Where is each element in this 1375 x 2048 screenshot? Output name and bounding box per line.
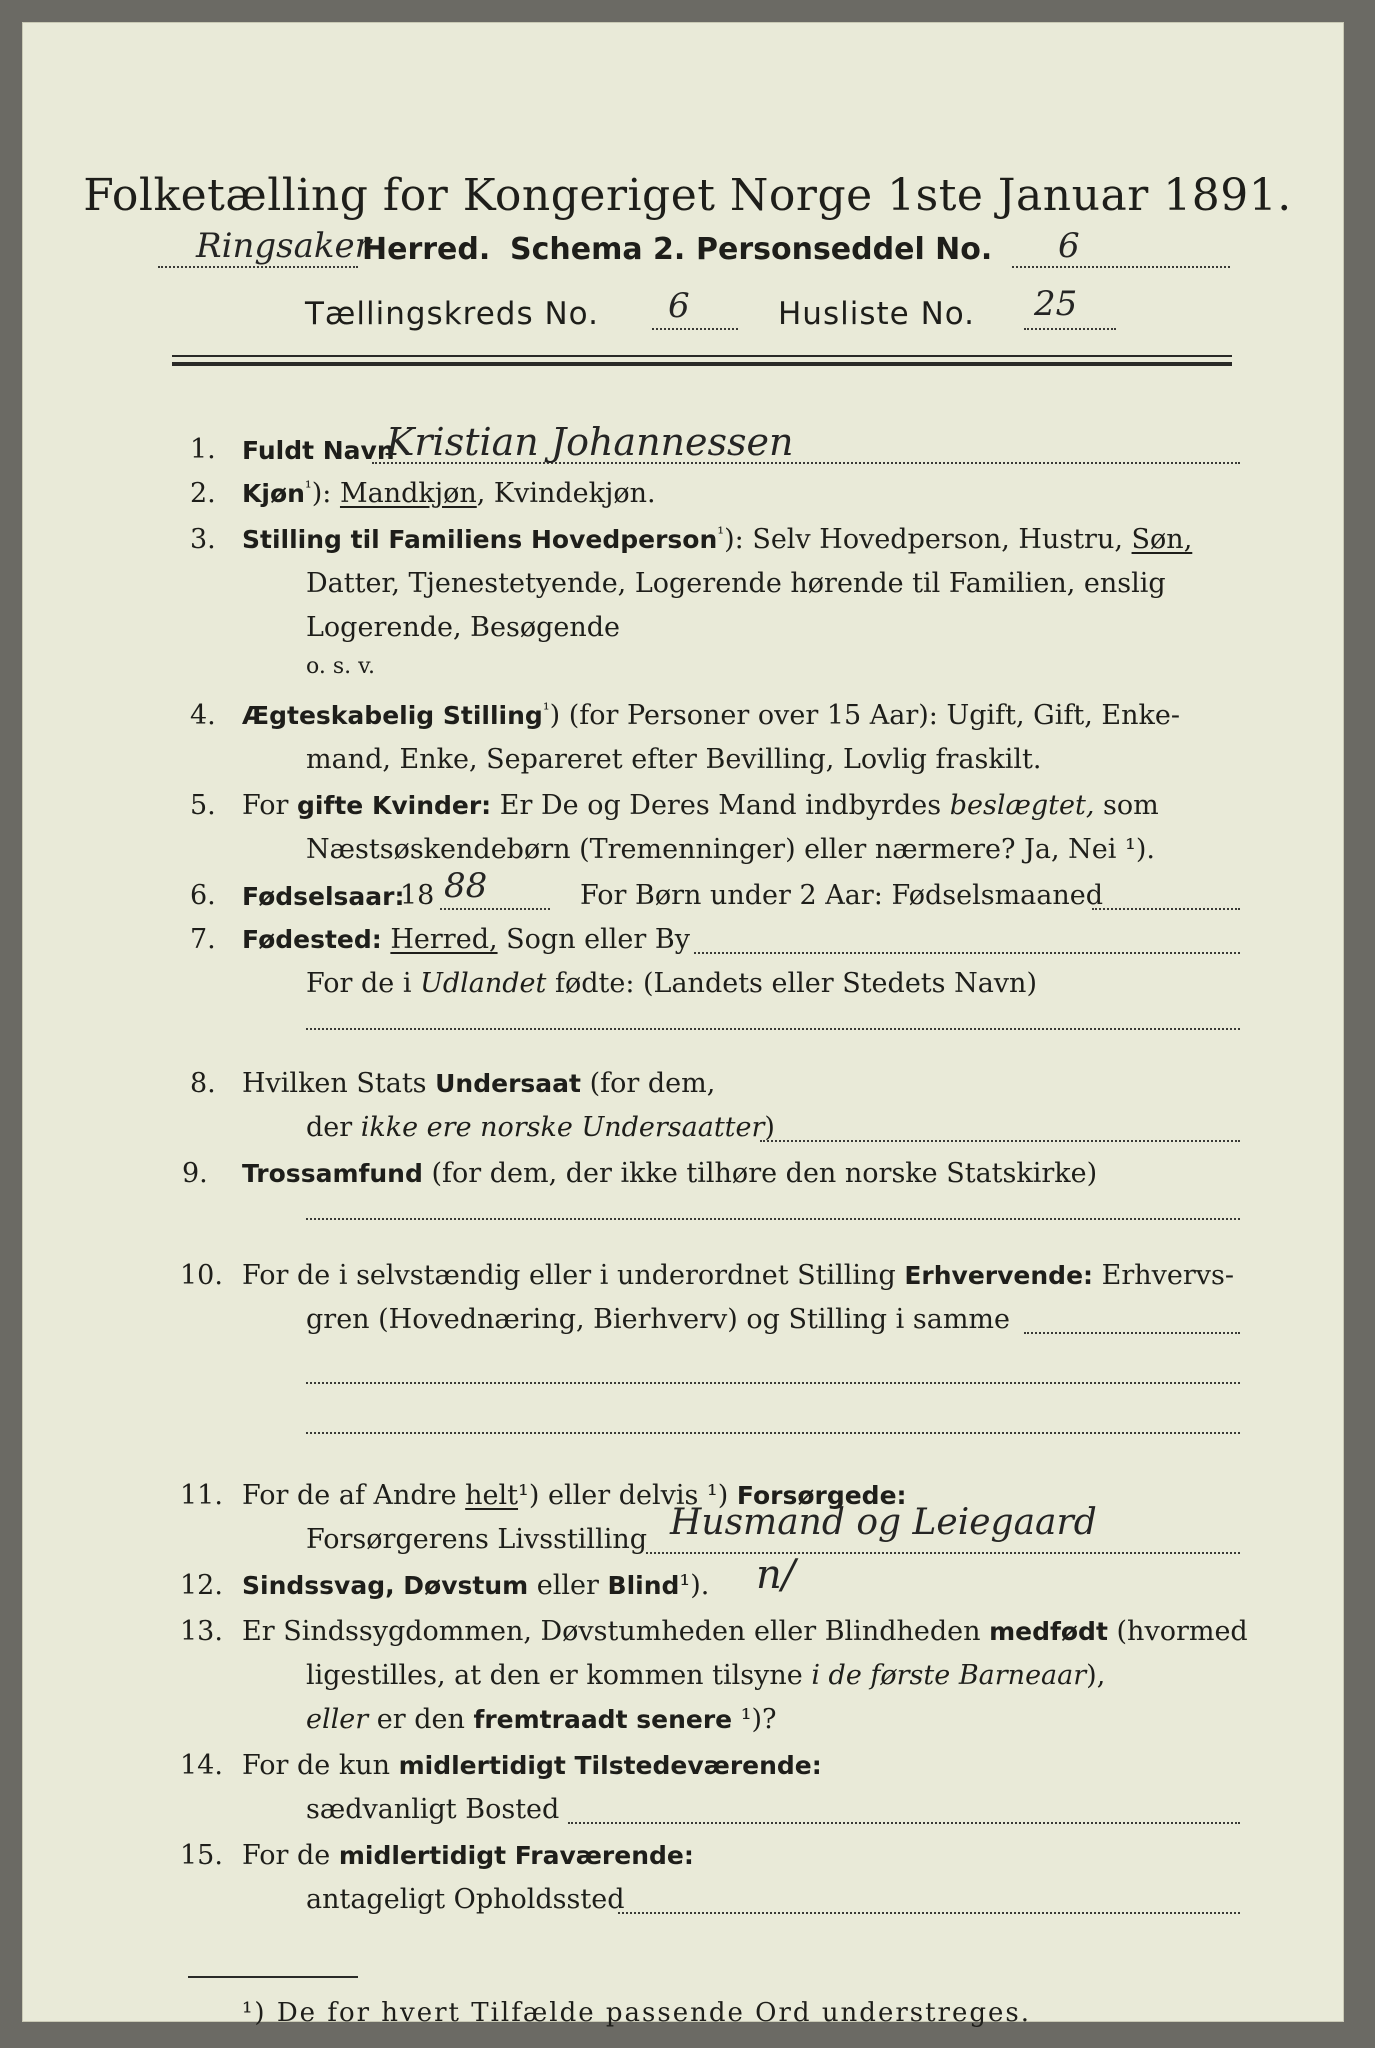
q2-number: 2.	[190, 478, 216, 509]
schema-label: Schema 2.	[510, 232, 686, 267]
q6-year-dotted-line	[440, 908, 550, 910]
q3-option-son: Søn,	[1131, 524, 1193, 555]
kreds-value: 6	[668, 286, 690, 326]
q6-year-value: 88	[444, 866, 488, 906]
q7-label: Fødested:	[242, 925, 382, 954]
q2-rest-pre: ):	[311, 478, 340, 509]
q11-line2: Forsørgerens Livsstilling	[306, 1524, 648, 1555]
q11-number: 11.	[180, 1480, 223, 1511]
q9-number: 9.	[182, 1158, 208, 1189]
q3-line1-rest: ): Selv Hovedperson, Hustru,	[724, 524, 1123, 555]
herred-label: Herred.	[362, 232, 491, 267]
q14-line1: For de kun midlertidigt Tilstedeværende:	[242, 1750, 822, 1781]
q5-line1-text: Er De og Deres Mand indbyrdes	[499, 790, 942, 821]
q15-line2: antageligt Opholdssted	[306, 1884, 625, 1915]
q10-label: Erhvervende:	[904, 1261, 1094, 1290]
q5-label: gifte Kvinder:	[297, 791, 492, 820]
q13-italic: i de første Barneaar	[811, 1660, 1087, 1691]
q12-number: 12.	[180, 1570, 223, 1601]
q1-answer: Kristian Johannessen	[386, 420, 794, 464]
q15-line1: For de midlertidigt Fraværende:	[242, 1840, 694, 1871]
q10-number: 10.	[180, 1260, 223, 1291]
q9-dotted-line	[306, 1218, 1240, 1220]
q2-label: Kjøn	[242, 479, 305, 508]
q8-line2: der ikke ere norske Undersaatter)	[306, 1112, 775, 1143]
q6-label: Fødselsaar:	[242, 882, 405, 911]
q5-line2: Næstsøskendebørn (Tremenninger) eller nærmere? Ja, Nei ¹).	[306, 834, 1155, 865]
q7-italic: Udlandet	[420, 968, 547, 999]
q5-italic: beslægtet,	[949, 790, 1095, 821]
q7-rest: Sogn eller By	[506, 924, 690, 955]
kreds-label: Tællingskreds No.	[305, 296, 599, 332]
q4-number: 4.	[190, 700, 216, 731]
q12-label2: Blind	[607, 1571, 680, 1600]
kreds-dotted-line	[652, 328, 738, 330]
q6-rest: For Børn under 2 Aar: Fødselsmaaned	[580, 880, 1104, 911]
q4-line1: Ægteskabelig Stilling$^{^1}$) (for Personer over 15 Aar): Ugift, Gift, Enke-	[242, 700, 1180, 731]
q10-line1: For de i selvstændig eller i underordnet Stilling Erhvervende: Erhvervs-	[242, 1260, 1235, 1291]
q2-text	[242, 478, 656, 509]
q4-line1-rest: ) (for Personer over 15 Aar): Ugift, Gift, Enke-	[549, 700, 1180, 731]
header-rule-thick	[172, 362, 1232, 366]
q7-number: 7.	[190, 924, 216, 955]
q6-number: 6.	[190, 880, 216, 911]
q7-dotted-line-2	[306, 1028, 1240, 1030]
q3-line4: o. s. v.	[306, 654, 375, 679]
footnote: ¹) De for hvert Tilfælde passende Ord understreges.	[242, 1998, 1032, 2028]
q13-bold: fremtraadt senere	[473, 1705, 733, 1734]
q13-label: medfødt	[989, 1617, 1108, 1646]
q2-sup: ¹	[304, 478, 312, 498]
q3-number: 3.	[190, 524, 216, 555]
q4-line2: mand, Enke, Separeret efter Bevilling, Lovlig fraskilt.	[306, 744, 1042, 775]
q15-dotted-line	[618, 1912, 1240, 1914]
q9-label: Trossamfund	[242, 1159, 423, 1188]
q7-option-herred: Herred,	[390, 924, 498, 955]
q11-label: Forsørgede:	[736, 1481, 907, 1510]
q3-line3: Logerende, Besøgende	[306, 612, 620, 643]
q14-dotted-line	[568, 1822, 1240, 1824]
q8-line1: Hvilken Stats Undersaat (for dem,	[242, 1068, 716, 1099]
q9-line1	[242, 1158, 1097, 1189]
q13-line1: Er Sindssygdommen, Døvstumheden eller Blindheden medfødt (hvormed	[242, 1616, 1248, 1647]
herred-dotted-line	[158, 266, 358, 268]
q10-dotted-line-2	[306, 1382, 1240, 1384]
q4-label: Ægteskabelig Stilling	[242, 701, 543, 730]
q8-number: 8.	[190, 1068, 216, 1099]
q7-line1	[242, 924, 690, 955]
header-rule-thin	[172, 355, 1232, 357]
q13-number: 13.	[180, 1616, 223, 1647]
form-title: Folketælling for Kongeriget Norge 1ste Januar 1891.	[83, 170, 1292, 221]
q3-line2: Datter, Tjenestetyende, Logerende hørende til Familien, enslig	[306, 568, 1166, 599]
q5-line1-end: som	[1103, 790, 1159, 821]
q8-italic: ikke ere norske Undersaatter	[360, 1112, 765, 1143]
q5-pre: For	[242, 790, 289, 821]
q12-label: Sindssvag, Døvstum	[242, 1571, 529, 1600]
q10-dotted-line-3	[306, 1432, 1240, 1434]
q1-number: 1.	[190, 434, 216, 465]
q14-label: midlertidigt Tilstedeværende:	[398, 1751, 822, 1780]
q9-rest: (for dem, der ikke tilhøre den norske Statskirke)	[431, 1158, 1098, 1189]
q11-option-helt: helt	[465, 1480, 519, 1511]
q13-line2: ligestilles, at den er kommen tilsyne i de første Barneaar),	[306, 1660, 1106, 1691]
footnote-rule	[188, 1976, 358, 1978]
q3-label: Stilling til Familiens Hovedperson	[242, 525, 718, 554]
q5-line1	[242, 790, 1159, 821]
husliste-dotted-line	[1024, 328, 1116, 330]
husliste-label: Husliste No.	[778, 296, 976, 332]
q7-dotted-line	[694, 952, 1240, 954]
q11-line1: For de af Andre helt¹) eller delvis ¹) Forsørgede:	[242, 1480, 907, 1511]
q8-label: Undersaat	[435, 1069, 581, 1098]
q10-dotted-line	[1024, 1332, 1240, 1334]
personseddel-value: 6	[1058, 226, 1080, 266]
q12-line1: Sindssvag, Døvstum eller Blind¹).	[242, 1570, 710, 1601]
personseddel-label: Personseddel No.	[696, 232, 993, 267]
q15-number: 15.	[180, 1840, 223, 1871]
q6-dotted-line	[1092, 908, 1240, 910]
husliste-value: 25	[1034, 284, 1078, 324]
q14-number: 14.	[180, 1750, 223, 1781]
q15-label: midlertidigt Fraværende:	[338, 1841, 694, 1870]
q7-line2: For de i Udlandet fødte: (Landets eller Stedets Navn)	[306, 968, 1037, 999]
q2-rest-post: , Kvindekjøn.	[476, 478, 656, 509]
q12-answer: n/	[756, 1552, 796, 1598]
q5-number: 5.	[190, 790, 216, 821]
q6-year-prefix: 18	[400, 880, 435, 911]
q2-option-mandkjon: Mandkjøn	[339, 478, 477, 509]
q8-dotted-line	[760, 1140, 1240, 1142]
q11-dotted-line	[646, 1552, 1240, 1554]
personseddel-dotted-line	[1012, 266, 1230, 268]
q13-line3: eller er den fremtraadt senere ¹)?	[306, 1704, 777, 1735]
q3-line1: Stilling til Familiens Hovedperson$^{^1}$): Selv Hovedperson, Hustru, Søn,	[242, 524, 1193, 555]
q11-answer: Husmand og Leiegaard	[670, 1502, 1097, 1543]
herred-value: Ringsaker	[196, 226, 371, 266]
q1-label: Fuldt Navn	[242, 436, 395, 465]
q10-line2: gren (Hovednæring, Bierhverv) og Stilling i samme	[306, 1304, 1011, 1335]
q14-line2: sædvanligt Bosted	[306, 1794, 560, 1825]
